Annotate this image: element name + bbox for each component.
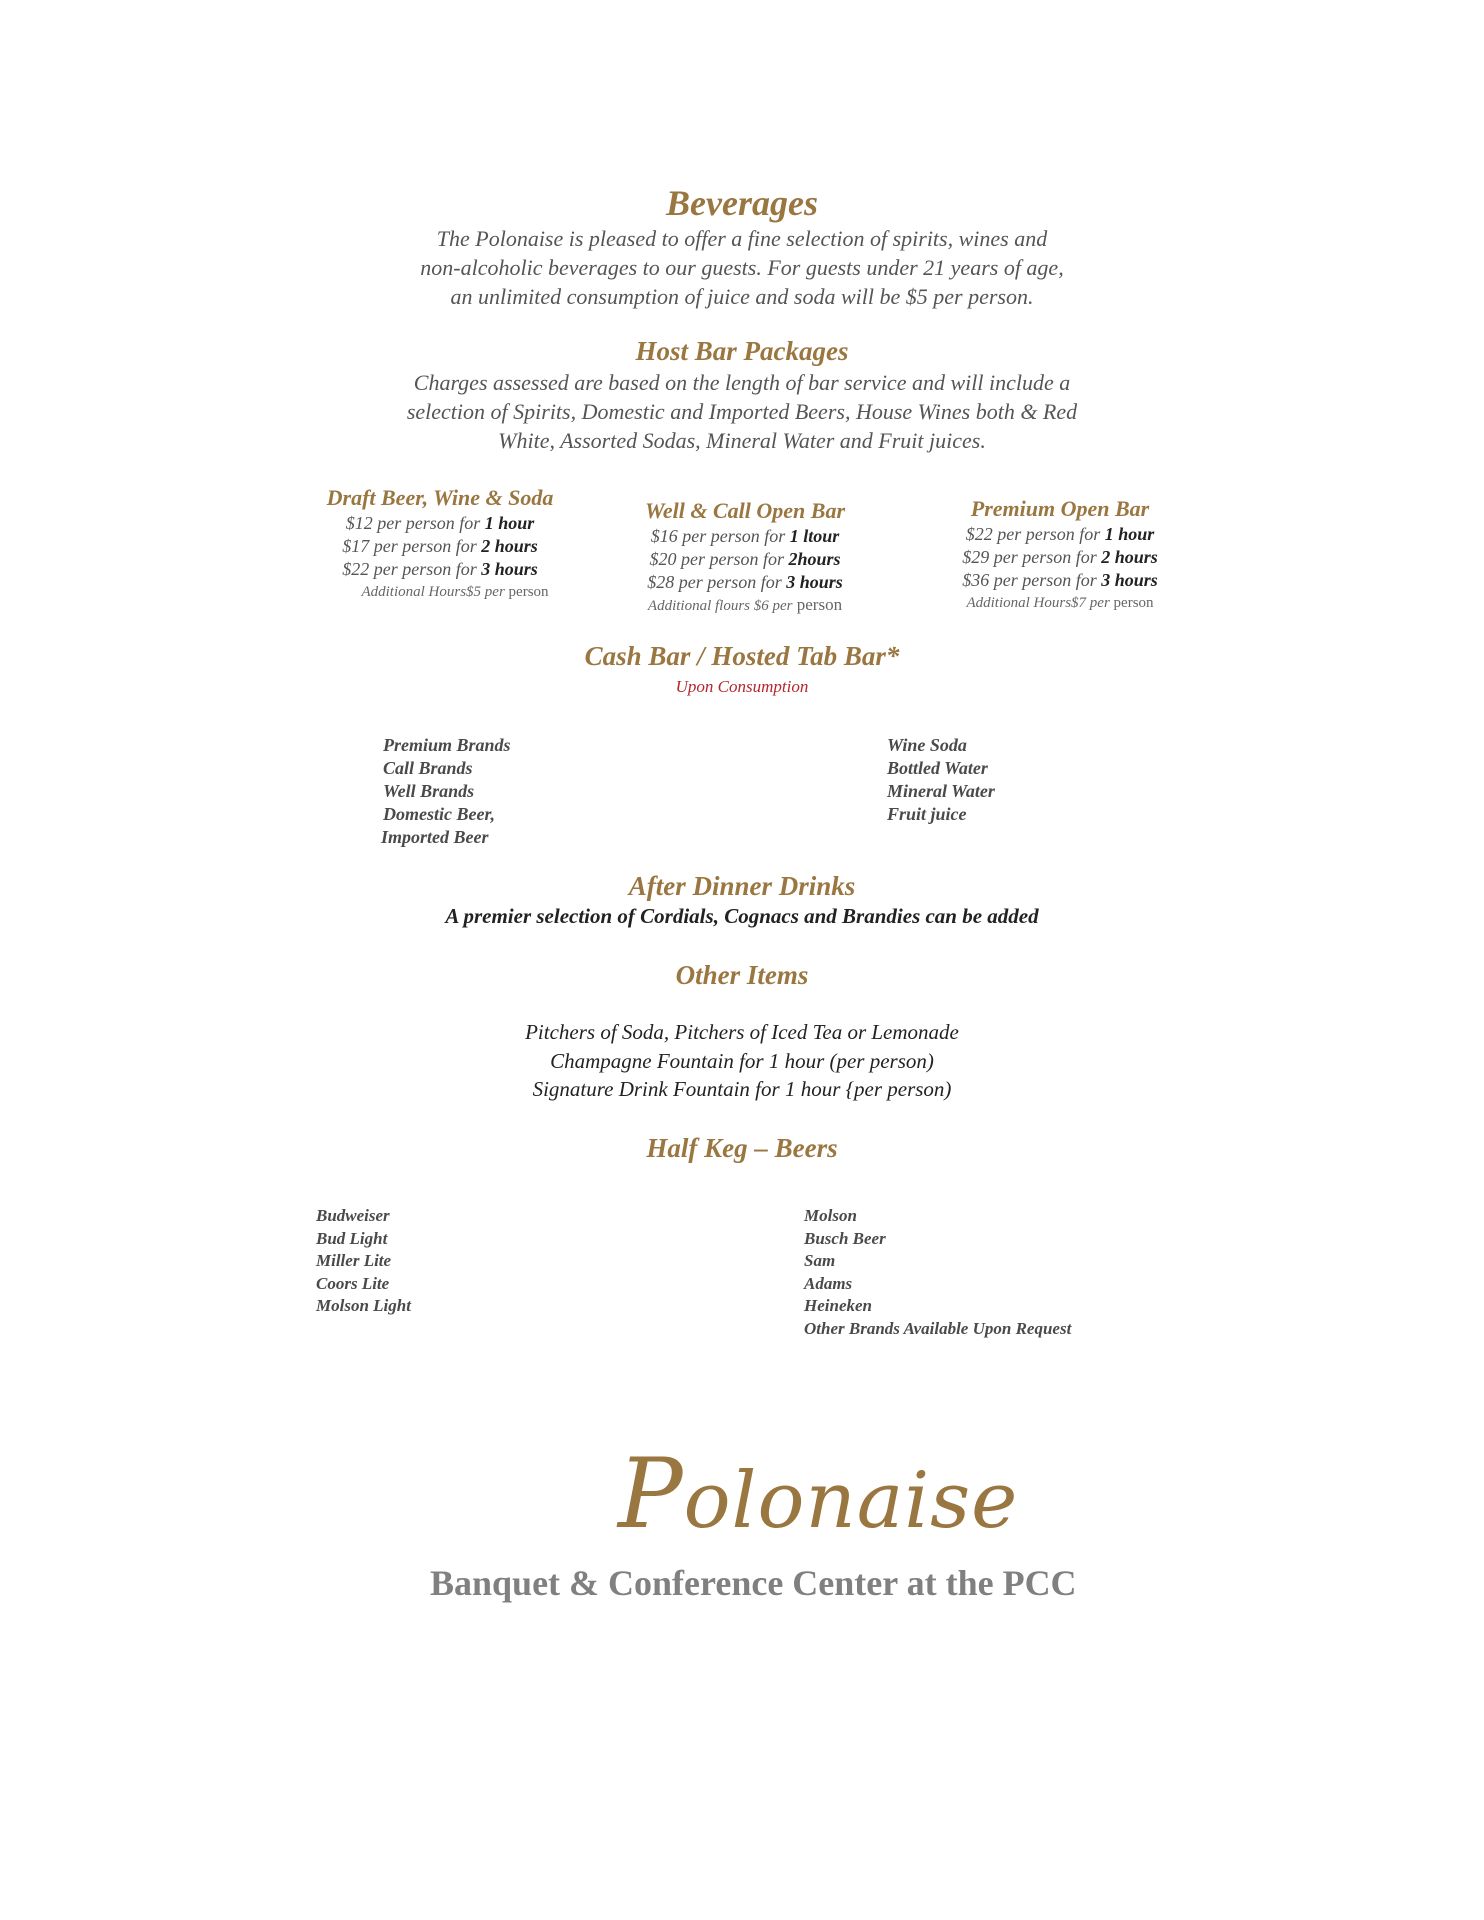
polonaise-logo: Polonaise <box>618 1438 1019 1550</box>
package-additional: Additional flours $6 per person <box>647 595 843 614</box>
list-item: Bud Light <box>316 1228 388 1248</box>
other-item: Champagne Fountain for 1 hour (per person) <box>550 1048 934 1073</box>
venue-subtitle: Banquet & Conference Center at the PCC <box>430 1563 1077 1603</box>
package-additional: Additional Hours$5 per person <box>361 584 549 600</box>
package-rate: $12 per person for 1 hour <box>345 513 535 533</box>
package-premium-open-bar <box>925 496 1195 614</box>
list-item: Adams <box>804 1273 853 1293</box>
package-rate: $22 per person for 3 hours <box>342 559 538 579</box>
beverages-intro-line: an unlimited consumption of juice and soda will be $5 per person. <box>450 284 1034 309</box>
list-item: Molson Light <box>316 1296 411 1315</box>
host-bar-desc-line: Charges assessed are based on the length of bar service and will include a <box>413 370 1071 395</box>
beverages-intro-line: non-alcoholic beverages to our guests. For guests under 21 years of age, <box>420 255 1064 280</box>
half-keg-left-list <box>316 1205 411 1318</box>
after-dinner-title: After Dinner Drinks <box>628 871 856 901</box>
package-rate: $20 per person for 2hours <box>649 549 841 569</box>
list-item: Busch Beer <box>804 1228 886 1248</box>
package-rate: $17 per person for 2 hours <box>342 536 538 556</box>
list-item: Sam <box>804 1251 836 1270</box>
list-item: Miller Lite <box>316 1251 392 1270</box>
package-rate: $36 per person for 3 hours <box>962 570 1158 590</box>
host-bar-desc-line: White, Assorted Sodas, Mineral Water and Fruit juices. <box>498 428 986 453</box>
package-rate: $16 per person for 1 ltour <box>650 526 840 546</box>
half-keg-title: Half Keg – Beers <box>646 1133 838 1163</box>
other-item: Pitchers of Soda, Pitchers of Iced Tea or Lemonade <box>525 1020 959 1044</box>
list-item: Budweiser <box>316 1206 390 1225</box>
list-item: Coors Lite <box>316 1273 390 1293</box>
other-items-title: Other Items <box>675 960 809 990</box>
list-item: Well Brands <box>383 781 475 801</box>
package-title: Draft Beer, Wine & Soda <box>326 485 554 510</box>
list-item: Bottled Water <box>887 758 988 778</box>
package-additional: Additional Hours$7 per person <box>966 595 1154 611</box>
list-item: Fruit juice <box>887 804 967 824</box>
package-title: Premium Open Bar <box>970 496 1150 521</box>
package-rate: $22 per person for 1 hour <box>965 524 1155 544</box>
package-title: Well & Call Open Bar <box>644 498 846 523</box>
package-well-call-open-bar <box>600 498 890 617</box>
cash-bar-right-list <box>887 734 995 826</box>
after-dinner-line: A premier selection of Cordials, Cognacs and Brandies can be added <box>445 904 1039 928</box>
host-bar-title: Host Bar Packages <box>635 336 849 366</box>
list-item: Molson <box>804 1206 857 1225</box>
other-items-list <box>0 1018 1484 1104</box>
list-item: Wine Soda <box>887 735 967 755</box>
other-item: Signature Drink Fountain for 1 hour {per person) <box>532 1077 952 1101</box>
list-item: Imported Beer <box>381 827 489 847</box>
list-item: Heineken <box>804 1296 872 1315</box>
cash-bar-title: Cash Bar / Hosted Tab Bar* <box>584 641 900 671</box>
half-keg-right-list <box>804 1205 1071 1340</box>
package-rate: $29 per person for 2 hours <box>962 547 1158 567</box>
list-item: Domestic Beer, <box>383 804 495 824</box>
list-item: Other Brands Available Upon Request <box>804 1318 1072 1338</box>
cash-bar-subtitle: Upon Consumption <box>675 677 809 696</box>
beverages-title: Beverages <box>666 183 818 223</box>
beverages-intro-line: The Polonaise is pleased to offer a fine selection of spirits, wines and <box>436 226 1048 251</box>
list-item: Call Brands <box>383 758 473 778</box>
package-rate: $28 per person for 3 hours <box>647 572 843 592</box>
package-draft-beer-wine-soda <box>290 485 590 603</box>
cash-bar-left-list <box>383 734 511 849</box>
list-item: Mineral Water <box>887 781 995 801</box>
host-bar-desc-line: selection of Spirits, Domestic and Imported Beers, House Wines both & Red <box>406 399 1078 424</box>
beverages-intro <box>0 224 1484 311</box>
host-bar-description <box>0 368 1484 455</box>
list-item: Premium Brands <box>383 735 511 755</box>
